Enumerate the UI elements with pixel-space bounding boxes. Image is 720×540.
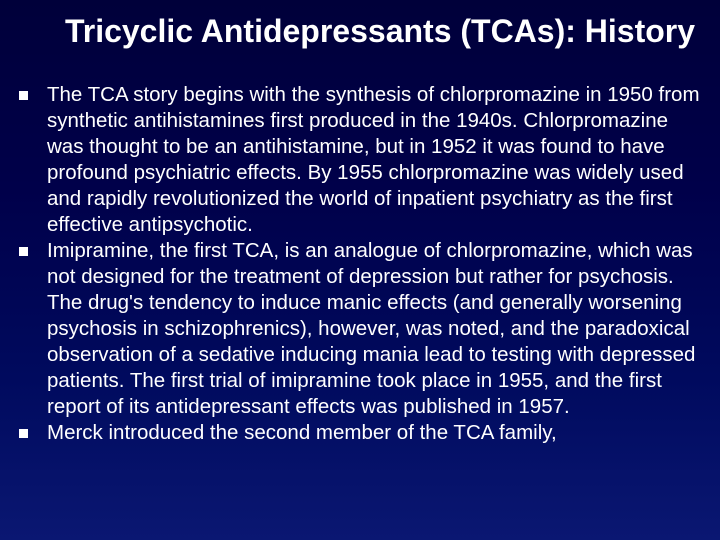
bullet-item (0, 82, 720, 238)
square-bullet-icon (19, 247, 28, 256)
square-bullet-icon (19, 91, 28, 100)
bullet-item (0, 238, 720, 420)
bullet-text: The TCA story begins with the synthesis of chlorpromazine in 1950 from synthetic antihistamines first produced in the 1940s. Chlorpromazine was thought to be an antihistamine, but in 1952 it was found to have profound psychiatric effects. By 1955 chlorpromazine was widely used and rapidly revolutionized the world of inpatient psychiatry as the first effective antipsychotic. (47, 83, 700, 236)
bullet-text: Imipramine, the first TCA, is an analogue of chlorpromazine, which was not designed for the treatment of depression but rather for psychosis. The drug's tendency to induce manic effects (and generally worsening psychosis in schizophrenics), however, was noted, and the paradoxical observation of a sedative inducing mania lead to testing with depressed patients. The first trial of imipramine took place in 1955, and the first report of its antidepressant effects was published in 1957. (47, 239, 696, 418)
square-bullet-icon (19, 429, 28, 438)
bullet-item (0, 420, 720, 446)
bullet-list (0, 82, 720, 446)
bullet-text: Merck introduced the second member of the TCA family, (47, 421, 557, 444)
slide-title: Tricyclic Antidepressants (TCAs): History (64, 13, 696, 49)
